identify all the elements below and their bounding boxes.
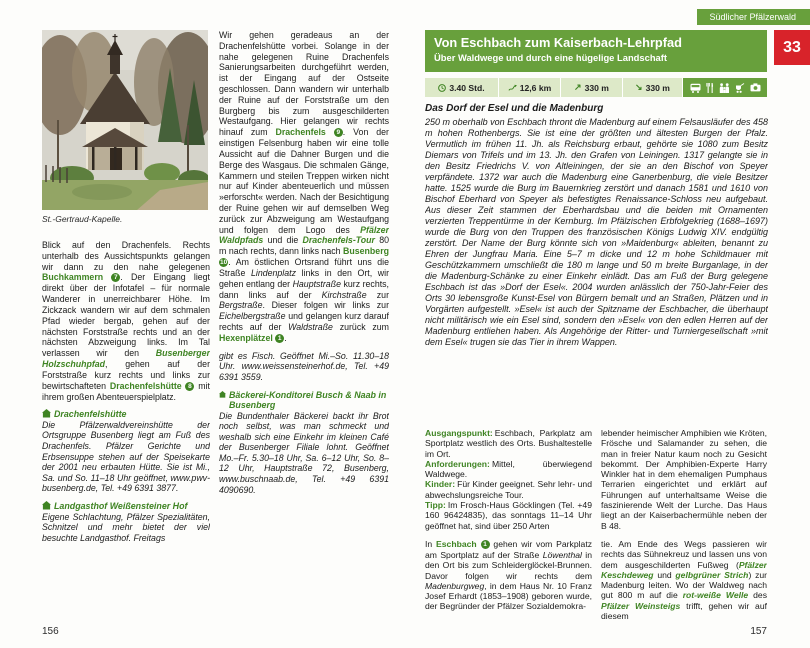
info-children: Kinder: Für Kinder geeignet. Sehr lehr- und abwechslungsreiche Tour. — [425, 479, 592, 500]
chapel-photo — [42, 30, 208, 210]
info-section-baeckerei — [219, 390, 389, 496]
info-section-drachenfelshuette — [42, 409, 210, 494]
info-section-body: Die Pfälzerwaldvereinshütte der Ortsgruppe Busenberg liegt am Fuß des Drachenfels. Pfälzer Gerichte und Erbsensuppe stehen auf der Speisekarte der 2001 neu erbauten Hütte. Sie ist Mi., Sa. und So. 11–18 Uhr geöffnet, www.pwv-busenberg.de, Tel. +49 6391 3877. — [42, 419, 210, 494]
stat-descent: ↘ 330 m — [623, 78, 683, 97]
right-page-column-1 — [425, 428, 592, 624]
stat-duration: 3.40 Std. — [425, 78, 499, 97]
left-page-column-1 — [42, 240, 210, 620]
route-icon — [508, 84, 517, 92]
info-continuation: gibt es Fisch. Geöffnet Mi.–So. 11.30–18 Uhr. www.weissensteinerhof.de, Tel. +49 6391 3559. — [219, 350, 389, 382]
route-title-box — [425, 30, 767, 72]
ascent-arrow-icon: ↗ — [574, 82, 582, 92]
info-section-title: Drachenfelshütte — [54, 409, 127, 420]
info-label: Tipp: — [425, 500, 446, 511]
route-title: Von Eschbach zum Kaiserbach-Lehrpfad — [434, 35, 682, 50]
info-section-landgasthof — [42, 501, 210, 543]
info-section-title: Bäckerei-Konditorei Busch & Naab in Busenberg — [228, 389, 387, 410]
intro-text: 250 m oberhalb von Eschbach thront die Madenburg auf einem Felsausläufer des 458 m hohen Rothenbergs. Sie ist eine der größten und ältesten Burgen der Pfalz. Vermutlich im frühen 11. Jh. als Reichsburg erbaut, gehörte sie 1080 zum Besitz Diemars von Trifels und im 13. Jh. den Grafen von Leiningen. 1317 gelangte sie in den Besitz Friedrichs V. von Altleiningen, der sie an den Bischof von Speyer verpfändete. 1372 war auch die Madenburg eine Ganerbenburg, die viele Besitzer hatte. 1525 wurde die Burg im Bauernkrieg zerstört und danach 1581 und 1610 von Bischof Eberhard von Speyer als befestigtes Renaissance-Schloss neu aufgebaut. Aus dieser Zeit stammen der Eberhardsbau und die beiden mit Ornamenten verzierten Treppentürme in der Kernburg. Im Pfälzischen Erbfolgekrieg (1688–1697) wurde die Burg von den Truppen des französischen Königs Ludwig XIV. endgültig zerstört. Der Name der Burg könnte sich von »Maidenburg« ableiten, benannt zu Ehren der Jungfrau Maria. Eine 5–7 m dicke und 12 m hohe Schildmauer mit Geschützkammern umschließt die 180 m lange und 50 m breite Burganlage, in der die Madenburg-Schänke zu einer Einkehr einlädt. Das am Fuß der Burg gelegene Eschbach ist das »Dorf der Esel«. 2004 wurden anlässlich der 750-Jahr-Feier des Orts 30 lebensgroße Kunst-Esel von Bürgern bemalt und an Straßen, Plätzen und in Vorgärten aufgestellt. »Esel« ist auch der Spitzname der Eschbacher, die überhaupt nicht militärisch wie ein Esel sind, sondern den »Esel« von den edlen Herren auf der Madenburg entliehen haben. Als Angehörige der Ritter- und Turniergesellschaft »mit dem Esel« trugen sie das Tier in ihrem Wappen. — [425, 117, 768, 347]
descent-arrow-icon: ↘ — [635, 82, 643, 92]
camera-icon — [750, 83, 761, 92]
info-section-body: Die Bundenthaler Bäckerei backt ihr Brot noch selbst, was man schmeckt und weshalb sich eine Einkehr im kleinen Café der Busenberger Filiale lohnt. Geöffnet Mo.–Fr. 5.30–18 Uhr, Sa. 6–12 Uhr, So. 8–12 Uhr, Hauptstraße 72, Busenberg, www.buschnaab.de, Tel. +49 6391 4090690. — [219, 410, 389, 495]
route-number-badge: 33 — [774, 30, 810, 65]
refreshment-icon — [706, 83, 714, 93]
info-label: Ausgangspunkt: — [425, 428, 493, 438]
info-label: Kinder: — [425, 479, 456, 490]
clock-icon — [438, 84, 446, 92]
tip-continuation: lebender heimischer Amphibien wie Kröten, Frösche und Salamander zu sehen, die man in freier Natur kaum noch zu Gesicht bekommt. Der Amphibien-Experte Harry Winkler hat in dem ehemaligen Pumphaus Terrarien eingerichtet und erklärt auf Führungen auf unterhaltsame Weise die faszinierende Welt der Lurche. Das Haus liegt an der Kaiserbachermühle neben der B 48. — [601, 428, 767, 531]
family-icon — [719, 83, 730, 93]
hut-icon — [42, 409, 51, 418]
info-start: Ausgangspunkt: Eschbach, Parkplatz am Sportplatz westlich des Orts. Bushaltestelle im Ort. — [425, 428, 592, 459]
left-page-column-2 — [219, 30, 389, 642]
info-tip: Tipp: Im Frosch-Haus Göcklingen (Tel. +49 160 96424835), das sonntags 11–14 Uhr geöffnet hat, sind über 250 Arten — [425, 500, 592, 531]
right-page-column-2 — [601, 428, 767, 624]
stat-distance: 12,6 km — [499, 78, 561, 97]
route-paragraph: In Eschbach 1 gehen wir vom Parkplatz am Sportplatz auf der Straße Löwenthal in den Ort bis zum Schleiderglöckel-Brunnen. Davor folgen wir rechts dem Madenburgweg, in dem Haus Nr. 10 Franz Josef Erhardt (1853–1908) geboren wurde, der Begründer der Pfälzer Sozialdemokra- — [425, 538, 592, 612]
chapel-photo-illustration — [42, 30, 208, 210]
region-header: Südlicher Pfälzerwald — [697, 9, 810, 25]
photo-caption: St.-Gertraud-Kapelle. — [42, 214, 123, 224]
route-paragraph: Blick auf den Drachenfels. Rechts unterhalb des Aussichtspunkts gelangen wir dann zu den nahe gelegenen Buchkammern 7 . Der Eingang liegt direkt über der Infotafel – für normale Wanderer in unerreichbarer Höhe. Im Zickzack wandern wir auf dem schmalen Pfad wieder bergab, gehen auf der nächsten Forststraße rechts und an der nächsten Abzweigung links. Im Tal verlassen wir den Busenberger Holzschuhpfad, gehen auf der Forststraße kurz rechts und links zur bewirtschafteten Drachenfelshütte 8 mit ihrem großen Abenteuerspielplatz. — [42, 240, 210, 402]
route-paragraph: Wir gehen geradeaus an der Drachenfelshütte vorbei. Solange in der nahe gelegenen Ruine Drachenfels Sanierungsarbeiten durchgeführt werden, ist der Eingang auf der Ostseite geschlossen. Dann wandern wir unterhalb der Ruine auf der Forststraße um den Burgberg bis zum ausgeschilderten Westaufgang. Hier gelangen wir rechts hinauf zum Drachenfels 9 . Von der einstigen Felsenburg haben wir eine tolle Aussicht auf die Dahner Burgen und die Berge des Wasgaus. Die schmalen Gänge, Kammern und steilen Treppen wirken nicht nur auf Kinder abenteuerlich und müssen »erforscht« werden. Nach der Besichtigung der Ruine gehen wir auf demselben Weg zurück zur Abzweigung am Westaufgang und folgen dem Logo des Pfälzer Waldpfads und die Drachenfels-Tour 80 m nach rechts, dann links nach Busenberg 10. Am östlichen Ortsrand führt uns die Straße Lindenplatz links in den Ort, wir gehen entlang der Hauptstraße kurz rechts, dann links auf der Kirchstraße zur Bergstraße. Dieser folgen wir links zur Eichelbergstraße und gelangen kurz darauf rechts auf der Waldstraße zurück zum Hexenplätzel 1 . — [219, 30, 389, 343]
hut-icon — [219, 390, 226, 399]
stroller-icon — [735, 83, 745, 93]
bus-icon — [690, 83, 701, 93]
route-subtitle: Über Waldwege und durch eine hügelige Landschaft — [434, 52, 668, 63]
stat-ascent: ↗ 330 m — [561, 78, 623, 97]
page-number-left: 156 — [42, 626, 59, 637]
info-requirements: Anforderungen: Mittel, überwiegend Waldwege. — [425, 458, 592, 480]
intro-heading: Das Dorf der Esel und die Madenburg — [425, 103, 604, 114]
route-stats-bar — [425, 78, 767, 97]
info-section-body: Eigene Schlachtung, Pfälzer Spezialitäten, Schnitzel und mehr bietet der viel besuchte Landgasthof. Freitags — [42, 511, 210, 543]
route-legend-icons — [683, 78, 767, 97]
route-paragraph: tie. Am Ende des Wegs passieren wir rechts das Sühnekreuz und lassen uns von dem ausgeschilderten Fußweg (Pfälzer Keschdeweg und gelbgrüner Strich) zur Madenburg leiten. Wo der Waldweg nach gut 800 m auf die rot-weiße Welle des Pfälzer Weinsteigs trifft, gehen wir auf diesem — [601, 538, 767, 622]
info-label: Anforderungen: — [425, 458, 490, 469]
hut-icon — [42, 501, 51, 510]
page-number-right: 157 — [750, 626, 767, 637]
info-section-title: Landgasthof Weißensteiner Hof — [54, 501, 188, 512]
